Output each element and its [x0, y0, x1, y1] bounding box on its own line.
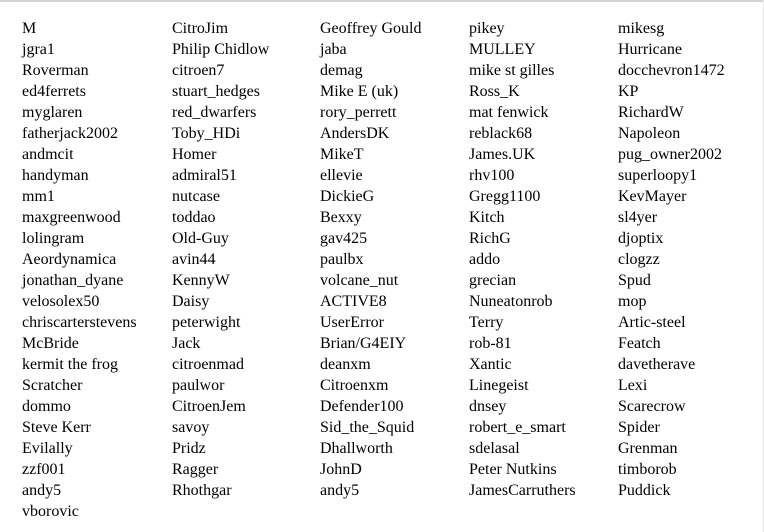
username-entry: Scarecrow	[618, 398, 686, 415]
username-entry: Daisy	[172, 293, 210, 310]
username-table	[22, 18, 758, 528]
username-entry: Artic-steel	[618, 314, 686, 331]
username-entry: myglaren	[22, 104, 83, 121]
username-entry: deanxm	[320, 356, 371, 373]
username-entry: robert_e_smart	[469, 419, 566, 436]
username-entry: citroen7	[172, 62, 225, 79]
username-entry: Spud	[618, 272, 651, 289]
username-entry: rory_perrett	[320, 104, 397, 121]
username-entry: AndersDK	[320, 125, 390, 142]
username-entry: dnsey	[469, 398, 507, 415]
username-entry: Puddick	[618, 482, 671, 499]
username-entry: Philip Chidlow	[172, 41, 270, 58]
username-entry: chriscarterstevens	[22, 314, 137, 331]
username-entry: Jack	[172, 335, 201, 352]
username-entry: Steve Kerr	[22, 419, 91, 436]
username-entry: savoy	[172, 419, 210, 436]
username-entry: andy5	[22, 482, 62, 499]
username-entry: paulwor	[172, 377, 225, 394]
username-entry: avin44	[172, 251, 216, 268]
username-entry: Mike E (uk)	[320, 83, 399, 100]
username-entry: nutcase	[172, 188, 220, 205]
username-entry: Bexxy	[320, 209, 362, 226]
username-entry: Aeordynamica	[22, 251, 117, 268]
username-entry: Dhallworth	[320, 440, 393, 457]
username-entry: McBride	[22, 335, 79, 352]
username-entry: Homer	[172, 146, 217, 163]
username-entry: Brian/G4EIY	[320, 335, 407, 352]
username-entry: pug_owner2002	[618, 146, 722, 163]
username-entry: DickieG	[320, 188, 375, 205]
username-entry: velosolex50	[22, 293, 100, 310]
username-entry: admiral51	[172, 167, 237, 184]
username-entry: Roverman	[22, 62, 89, 79]
name-column	[469, 18, 618, 528]
username-entry: timborob	[618, 461, 677, 478]
username-entry: Geoffrey Gould	[320, 20, 422, 37]
username-entry: kermit the frog	[22, 356, 118, 373]
username-entry: davetherave	[618, 356, 696, 373]
name-column	[618, 18, 758, 528]
username-entry: jgra1	[22, 41, 55, 58]
username-entry: Nuneatonrob	[469, 293, 553, 310]
username-entry: KP	[618, 83, 639, 100]
username-entry: Terry	[469, 314, 504, 331]
top-border	[0, 0, 764, 2]
username-entry: Peter Nutkins	[469, 461, 557, 478]
username-entry: toddao	[172, 209, 216, 226]
username-entry: grecian	[469, 272, 517, 289]
username-entry: superloopy1	[618, 167, 698, 184]
username-entry: dommo	[22, 398, 71, 415]
username-entry: Featch	[618, 335, 661, 352]
username-entry: Ross_K	[469, 83, 520, 100]
username-entry: fatherjack2002	[22, 125, 118, 142]
username-entry: Hurricane	[618, 41, 682, 58]
username-entry: Citroenxm	[320, 377, 389, 394]
username-entry: djoptix	[618, 230, 664, 247]
username-entry: andy5	[320, 482, 360, 499]
username-entry: addo	[469, 251, 501, 268]
username-entry: UserError	[320, 314, 384, 331]
username-entry: sl4yer	[618, 209, 658, 226]
username-entry: jaba	[320, 41, 347, 58]
username-entry: MikeT	[320, 146, 364, 163]
username-entry: Spider	[618, 419, 660, 436]
username-entry: Sid_the_Squid	[320, 419, 415, 436]
username-entry: CitroJim	[172, 20, 229, 37]
username-entry: pikey	[469, 20, 505, 37]
username-entry: Rhothgar	[172, 482, 232, 499]
username-entry: vborovic	[22, 503, 79, 520]
username-entry: ACTIVE8	[320, 293, 387, 310]
username-entry: paulbx	[320, 251, 364, 268]
username-entry: rob-81	[469, 335, 512, 352]
username-entry: Linegeist	[469, 377, 529, 394]
username-entry: demag	[320, 62, 363, 79]
username-entry: Evilally	[22, 440, 73, 457]
username-entry: Xantic	[469, 356, 512, 373]
username-entry: rhv100	[469, 167, 515, 184]
username-entry: zzf001	[22, 461, 66, 478]
username-entry: Gregg1100	[469, 188, 541, 205]
username-entry: stuart_hedges	[172, 83, 260, 100]
username-entry: Napoleon	[618, 125, 681, 142]
username-entry: James.UK	[469, 146, 536, 163]
username-entry: RichG	[469, 230, 511, 247]
username-entry: maxgreenwood	[22, 209, 121, 226]
username-entry: mat fenwick	[469, 104, 549, 121]
username-entry: gav425	[320, 230, 368, 247]
username-entry: KevMayer	[618, 188, 687, 205]
username-entry: RichardW	[618, 104, 684, 121]
username-entry: Lexi	[618, 377, 648, 394]
username-entry: jonathan_dyane	[22, 272, 124, 289]
username-entry: mop	[618, 293, 647, 310]
username-entry: sdelasal	[469, 440, 520, 457]
username-entry: Ragger	[172, 461, 219, 478]
username-entry: handyman	[22, 167, 89, 184]
username-entry: Defender100	[320, 398, 404, 415]
username-entry: Grenman	[618, 440, 678, 457]
username-entry: peterwight	[172, 314, 241, 331]
username-entry: Old-Guy	[172, 230, 229, 247]
username-entry: ellevie	[320, 167, 363, 184]
username-entry: ed4ferrets	[22, 83, 86, 100]
username-entry: andmcit	[22, 146, 74, 163]
username-entry: Kitch	[469, 209, 505, 226]
name-column	[320, 18, 469, 528]
username-entry: Toby_HDi	[172, 125, 241, 142]
username-entry: CitroenJem	[172, 398, 246, 415]
username-entry: MULLEY	[469, 41, 536, 58]
username-entry: clogzz	[618, 251, 660, 268]
name-column	[22, 18, 172, 528]
username-entry: KennyW	[172, 272, 230, 289]
username-entry: mikesg	[618, 20, 665, 37]
name-column	[172, 18, 320, 528]
username-entry: volcane_nut	[320, 272, 399, 289]
username-entry: Pridz	[172, 440, 206, 457]
username-entry: JohnD	[320, 461, 362, 478]
username-entry: mike st gilles	[469, 62, 555, 79]
username-entry: mm1	[22, 188, 55, 205]
username-entry: red_dwarfers	[172, 104, 257, 121]
username-entry: lolingram	[22, 230, 85, 247]
username-entry: M	[22, 20, 37, 37]
username-entry: citroenmad	[172, 356, 244, 373]
username-entry: reblack68	[469, 125, 533, 142]
username-entry: JamesCarruthers	[469, 482, 576, 499]
username-entry: docchevron1472	[618, 62, 725, 79]
username-entry: Scratcher	[22, 377, 83, 394]
